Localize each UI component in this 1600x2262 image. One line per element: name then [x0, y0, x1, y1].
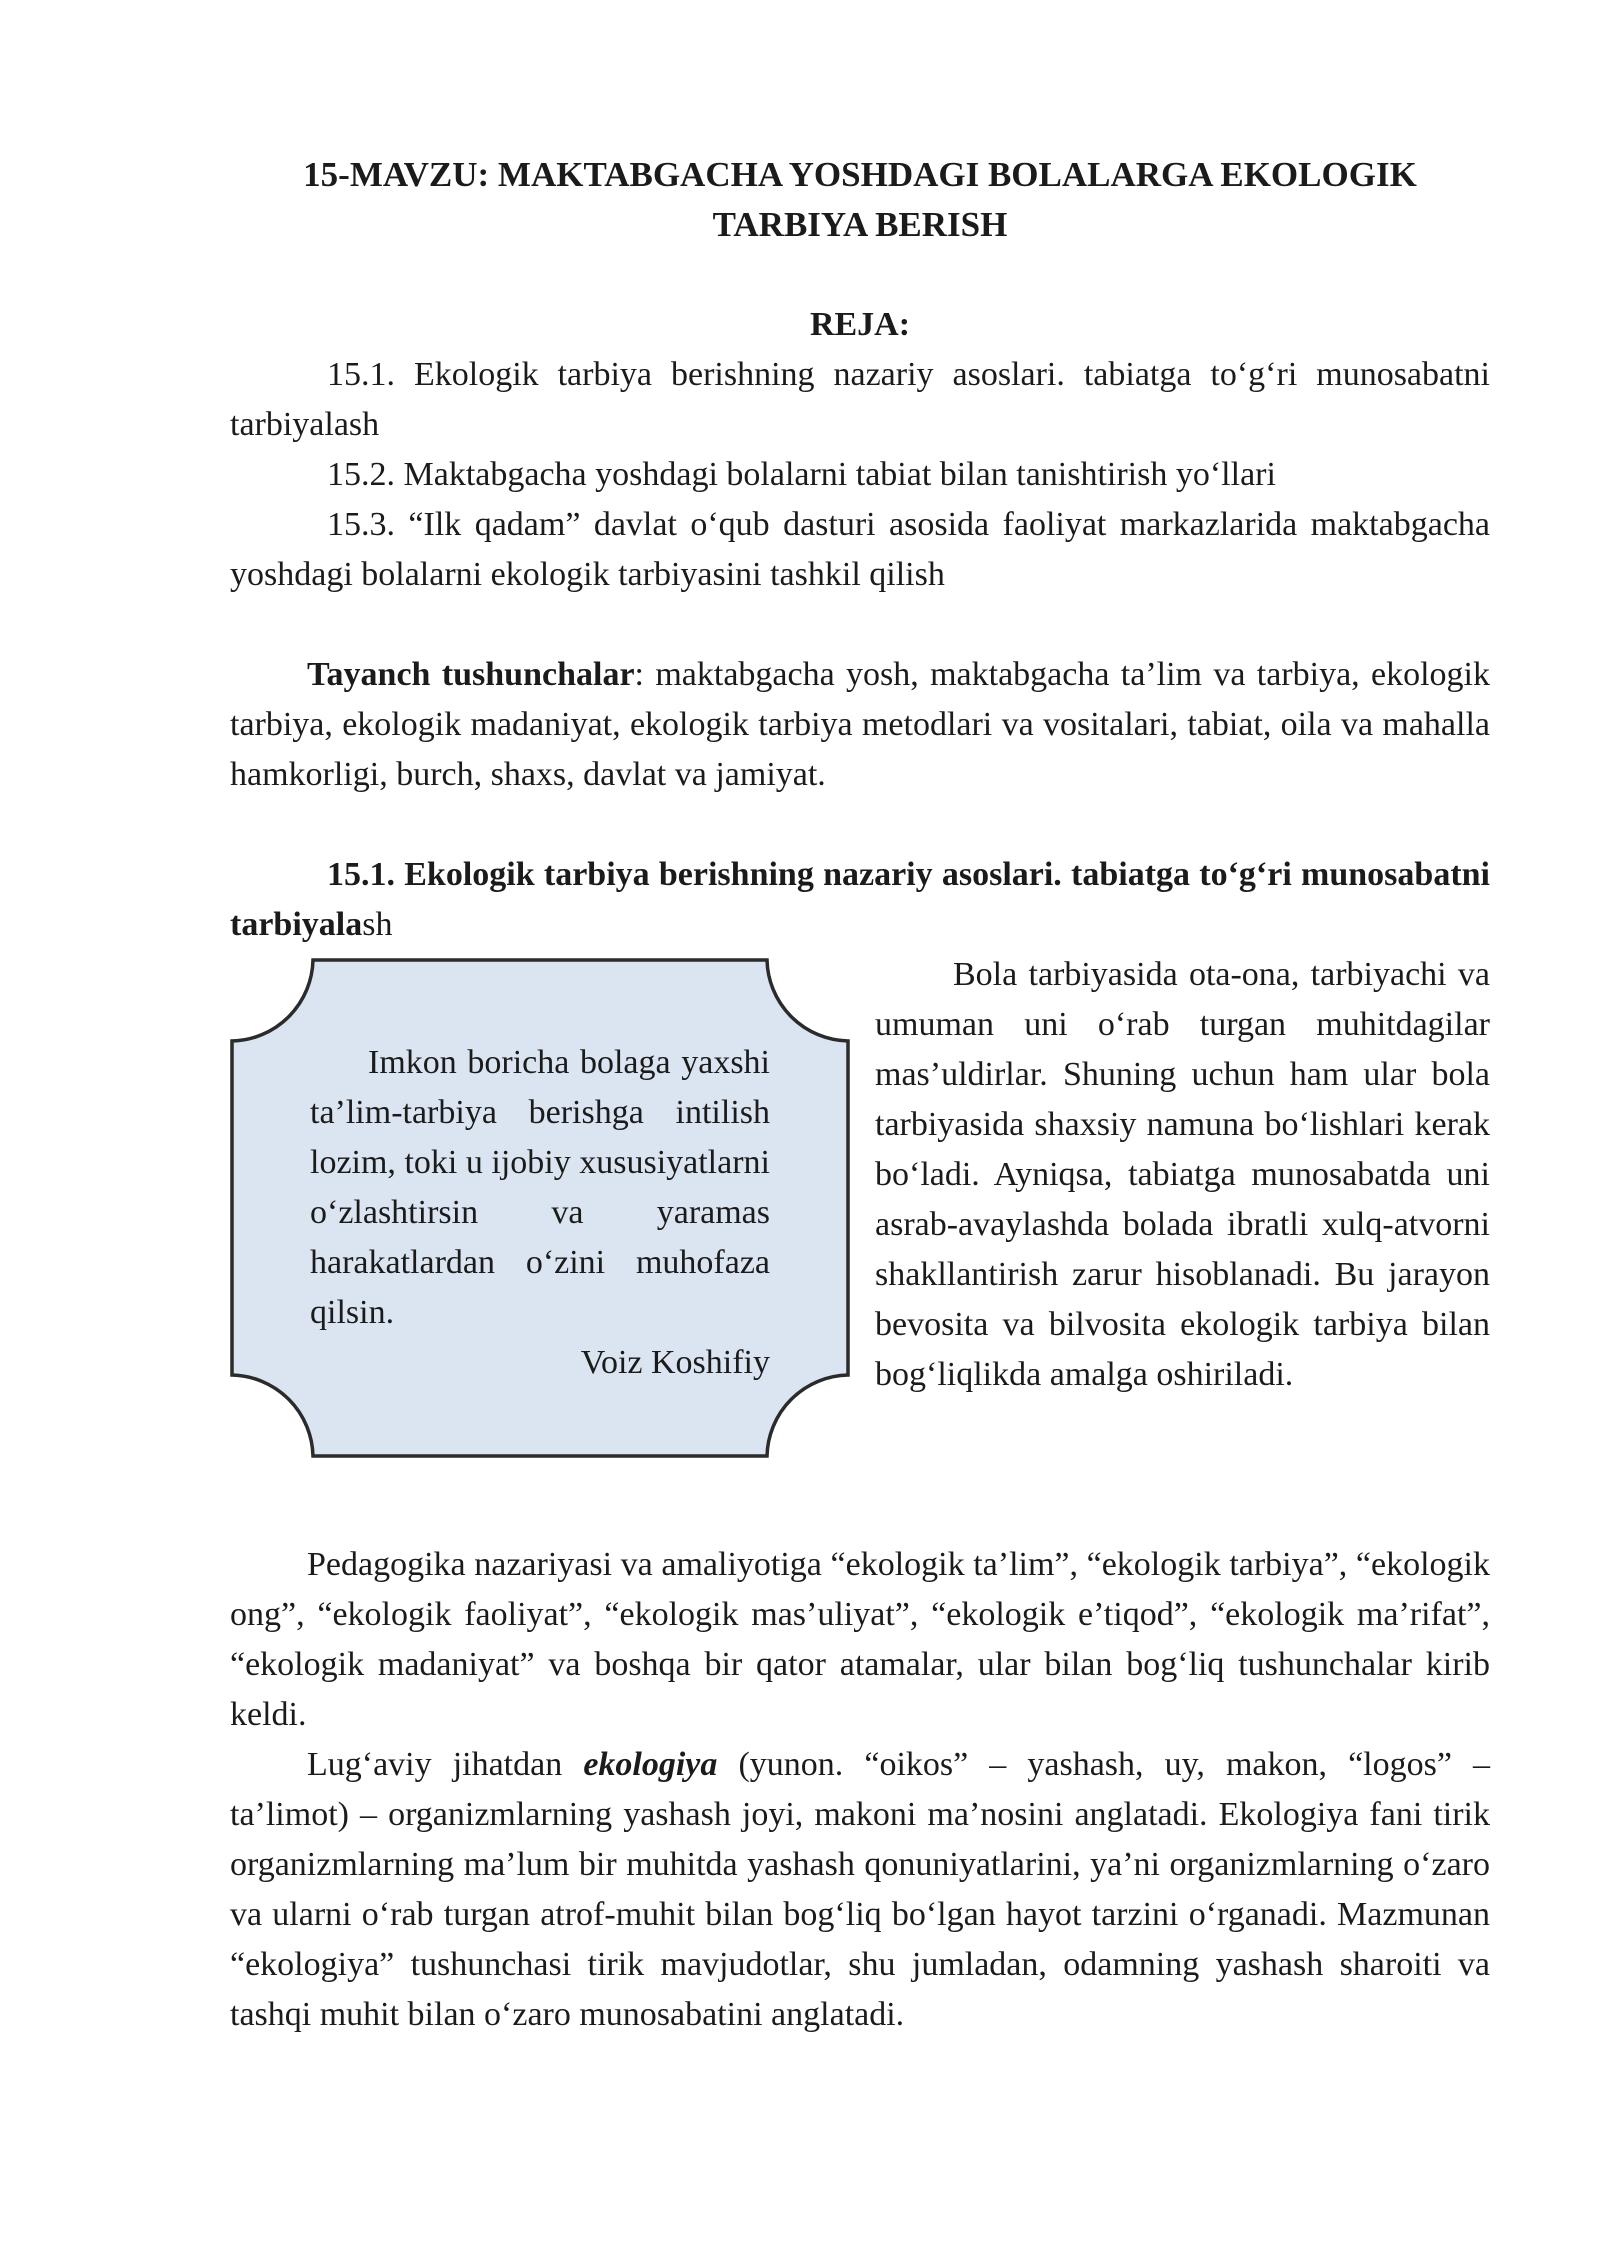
plan-item-1: 15.1. Ekologik tarbiya berishning nazariy asoslari. tabiatga to‘g‘ri munosabatni tarbiyalash: [230, 356, 1490, 443]
document-title: [230, 150, 1490, 250]
ekologiya-term: ekologiya: [583, 1746, 718, 1783]
paragraph-3-after: (yunon. “oikos” – yashash, uy, makon, “logos” – ta’limot) – organizmlarning yashash joyi, makoni ma’nosini anglatadi. Ekologiya fani tirik organizmlarning ma’lum bir muhitda yashash qonuniyatlarini, ya’ni organizmlarning o‘zaro va ularni o‘rab turgan atrof-muhit bilan bog‘liq bo‘lgan hayot tarzini o‘rganadi. Mazmunan “ekologiya” tushunchasi tirik mavjudotlar, shu jumladan, odamning yashash sharoiti va tashqi muhit bilan o‘zaro munosabatini anglatadi.: [230, 1746, 1491, 2033]
plan-heading: REJA:: [809, 306, 911, 343]
paragraph-2: Pedagogika nazariyasi va amaliyotiga “ekologik ta’lim”, “ekologik tarbiya”, “ekologik ong”, “ekologik faoliyat”, “ekologik mas’uliyat”, “ekologik e’tiqod”, “ekologik ma’rifat”, “ekologik madaniyat” va boshqa bir qator atamalar, ular bilan bog‘liq tushunchalar kirib keldi.: [230, 1546, 1490, 1733]
key-concepts-paragraph: [230, 650, 1490, 800]
paragraph-3: [230, 1740, 1490, 2040]
plan-item-2: 15.2. Maktabgacha yoshdagi bolalarni tabiat bilan tanishtirish yo‘llari: [327, 456, 1276, 493]
document-page: [230, 150, 1490, 2040]
title-line-2: TARBIYA BERISH: [712, 205, 1008, 244]
key-concepts-text: : maktabgacha yosh, maktabgacha ta’lim va tarbiya, ekologik tarbiya, ekologik madaniyat, ekologik tarbiya metodlari va vositalari, tabiat, oila va mahalla hamkorligi, burch, shaxs, davlat va jamiyat.: [230, 656, 1490, 793]
quote-author: Voiz Koshifiy: [580, 1344, 770, 1381]
quote-text-block: [310, 1038, 770, 1388]
side-paragraph: Bola tarbiyasida ota-ona, tarbiyachi va umuman uni o‘rab turgan muhitdagilar mas’uldirlar. Shuning uchun ham ular bola tarbiyasida shaxsiy namuna bo‘lishlari kerak bo‘ladi. Ayniqsa, tabiatga munosabatda uni asrab-avaylashda bolada ibratli xulq-atvorni shakllantirish zarur hisoblanadi. Bu jarayon bevosita va bilvosita ekologik tarbiya bilan bog‘liqlikda amalga oshiriladi.: [875, 956, 1490, 1393]
quote-and-text-row: [230, 950, 1490, 1540]
title-line-1: 15-MAVZU: MAKTABGACHA YOSHDAGI BOLALARGA EKOLOGIK: [303, 155, 1417, 194]
section-heading-bold: 15.1. Ekologik tarbiya berishning nazariy asoslari. tabiatga to‘g‘ri munosabatni tarbiyala: [230, 856, 1490, 943]
plan-item-3: 15.3. “Ilk qadam” davlat o‘qub dasturi asosida faoliyat markazlarida maktabgacha yoshdagi bolalarni ekologik tarbiyasini tashkil qilish: [230, 506, 1490, 593]
key-concepts-label: Tayanch tushunchalar: [307, 656, 635, 693]
section-heading: [230, 850, 1490, 950]
quote-box: [230, 958, 850, 1458]
paragraph-3-before: Lug‘aviy jihatdan: [307, 1746, 584, 1783]
quote-text: Imkon boricha bolaga yaxshi ta’lim-tarbiya berishga intilish lozim, toki u ijobiy xususiyatlarni o‘zlashtirsin va yaramas harakatlardan o‘zini muhofaza qilsin.: [310, 1044, 770, 1331]
section-heading-tail: sh: [362, 906, 393, 943]
